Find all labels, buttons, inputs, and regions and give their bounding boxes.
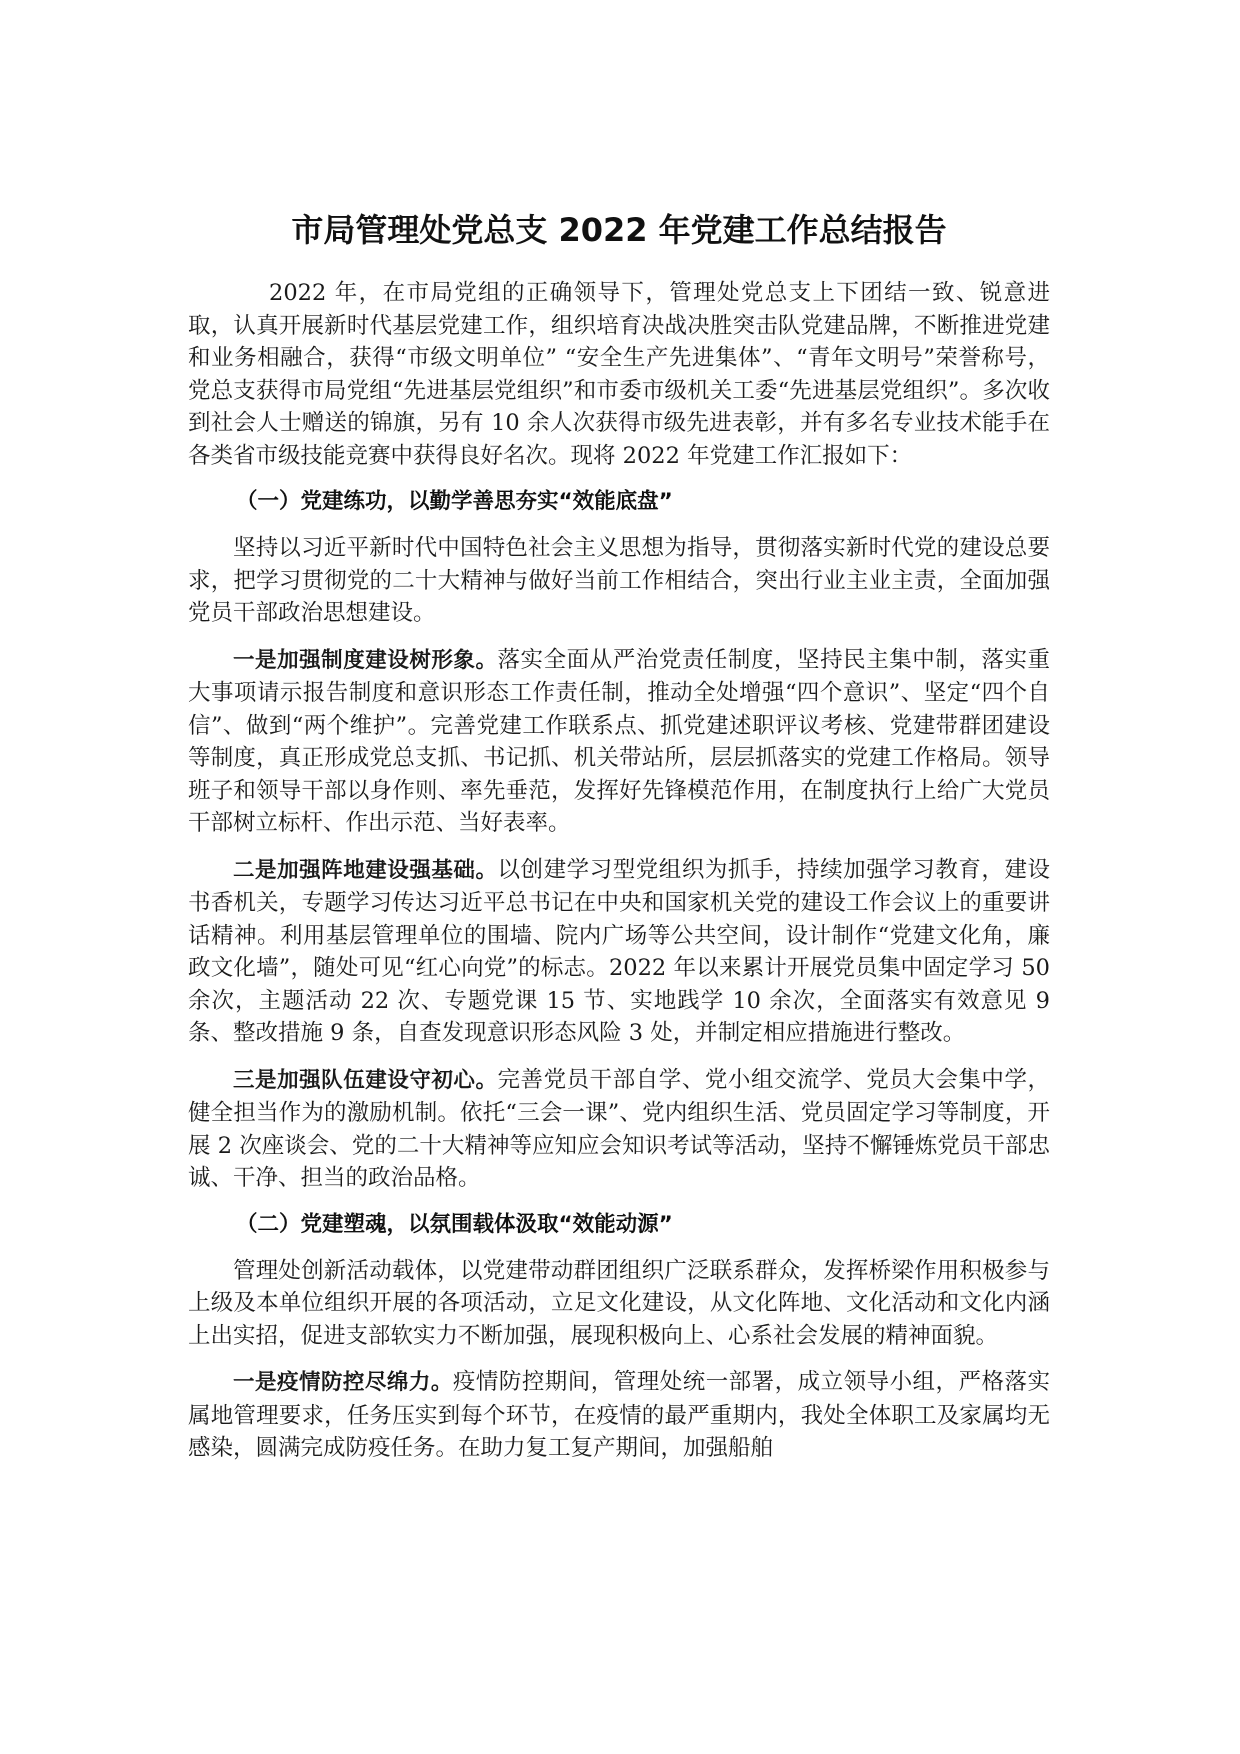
section-1-item-1-lead: 一是加强制度建设树形象。 [233, 647, 498, 673]
section-2-item-1-paragraph [188, 1366, 1050, 1465]
section-1-item-2-lead: 二是加强阵地建设强基础。 [233, 857, 498, 883]
section-1-item-2-text: 以创建学习型党组织为抓手，持续加强学习教育，建设书香机关，专题学习传达习近平总书记在中央和国家机关党的建设工作会议上的重要讲话精神。利用基层管理单位的围墙、院内广场等公共空间，设计制作“党建文化角，廉政文化墙”，随处可见“红心向党”的标志。2022 年以来累计开展党员集中固定学习 50 余次，主题活动 22 次、专题党课 15 节、实地践学 10 余次，全面落实有效意见 9 条、整改措施 9 条，自查发现意识形态风险 3 处，并制定相应措施进行整改。 [188, 856, 1050, 1046]
section-1-intro-paragraph: 坚持以习近平新时代中国特色社会主义思想为指导，贯彻落实新时代党的建设总要求，把学习贯彻党的二十大精神与做好当前工作相结合，突出行业主业主责，全面加强党员干部政治思想建设。 [188, 535, 1050, 626]
section-1-item-3-lead: 三是加强队伍建设守初心。 [233, 1067, 498, 1093]
section-1-item-2-paragraph [188, 854, 1050, 1050]
intro-paragraph: 2022 年，在市局党组的正确领导下，管理处党总支上下团结一致、锐意进取，认真开展新时代基层党建工作，组织培育决战决胜突击队党建品牌，不断推进党建和业务相融合，获得“市级文明单位” “安全生产先进集体”、“青年文明号”荣誉称号，党总支获得市局党组“先进基层党组织”和市委市级机关工委“先进基层党组织”。多次收到社会人士赠送的锦旗，另有 10 余人次获得市级先进表彰，并有多名专业技术能手在各类省市级技能竞赛中获得良好名次。现将 2022 年党建工作汇报如下： [188, 280, 1050, 469]
document-body [188, 205, 1050, 1479]
section-1-item-3-paragraph [188, 1064, 1050, 1195]
section-1-item-3-text: 完善党员干部自学、党小组交流学、党员大会集中学，健全担当作为的激励机制。依托“三会一课”、党内组织生活、党员固定学习等制度，开展 2 次座谈会、党的二十大精神等应知应会知识考试等活动，坚持不懈锤炼党员干部忠诚、干净、担当的政治品格。 [188, 1066, 1050, 1191]
section-2-intro-paragraph: 管理处创新活动载体，以党建带动群团组织广泛联系群众，发挥桥梁作用积极参与上级及本单位组织开展的各项活动，立足文化建设，从文化阵地、文化活动和文化内涵上出实招，促进支部软实力不断加强，展现积极向上、心系社会发展的精神面貌。 [188, 1257, 1050, 1349]
section-heading-2: （二）党建塑魂，以氛围载体汲取“效能动源” [236, 1211, 673, 1237]
section-2-item-1-text: 疫情防控期间，管理处统一部署，成立领导小组，严格落实属地管理要求，任务压实到每个环节，在疫情的最严重期内，我处全体职工及家属均无感染，圆满完成防疫任务。在助力复工复产期间，加强船舶 [188, 1369, 1050, 1461]
section-1-item-1-text: 落实全面从严治党责任制度，坚持民主集中制，落实重大事项请示报告制度和意识形态工作责任制，推动全处增强“四个意识”、坚定“四个自信”、做到“两个维护”。完善党建工作联系点、抓党建述职评议考核、党建带群团建设等制度，真正形成党总支抓、书记抓、机关带站所，层层抓落实的党建工作格局。领导班子和领导干部以身作则、率先垂范，发挥好先锋模范作用，在制度执行上给广大党员干部树立标杆、作出示范、当好表率。 [188, 646, 1050, 836]
section-heading-1: （一）党建练功，以勤学善思夯实“效能底盘” [236, 489, 673, 514]
document-title: 市局管理处党总支 2022 年党建工作总结报告 [291, 211, 947, 249]
section-1-item-1-paragraph [188, 644, 1050, 840]
section-2-item-1-lead: 一是疫情防控尽绵力。 [233, 1370, 453, 1395]
